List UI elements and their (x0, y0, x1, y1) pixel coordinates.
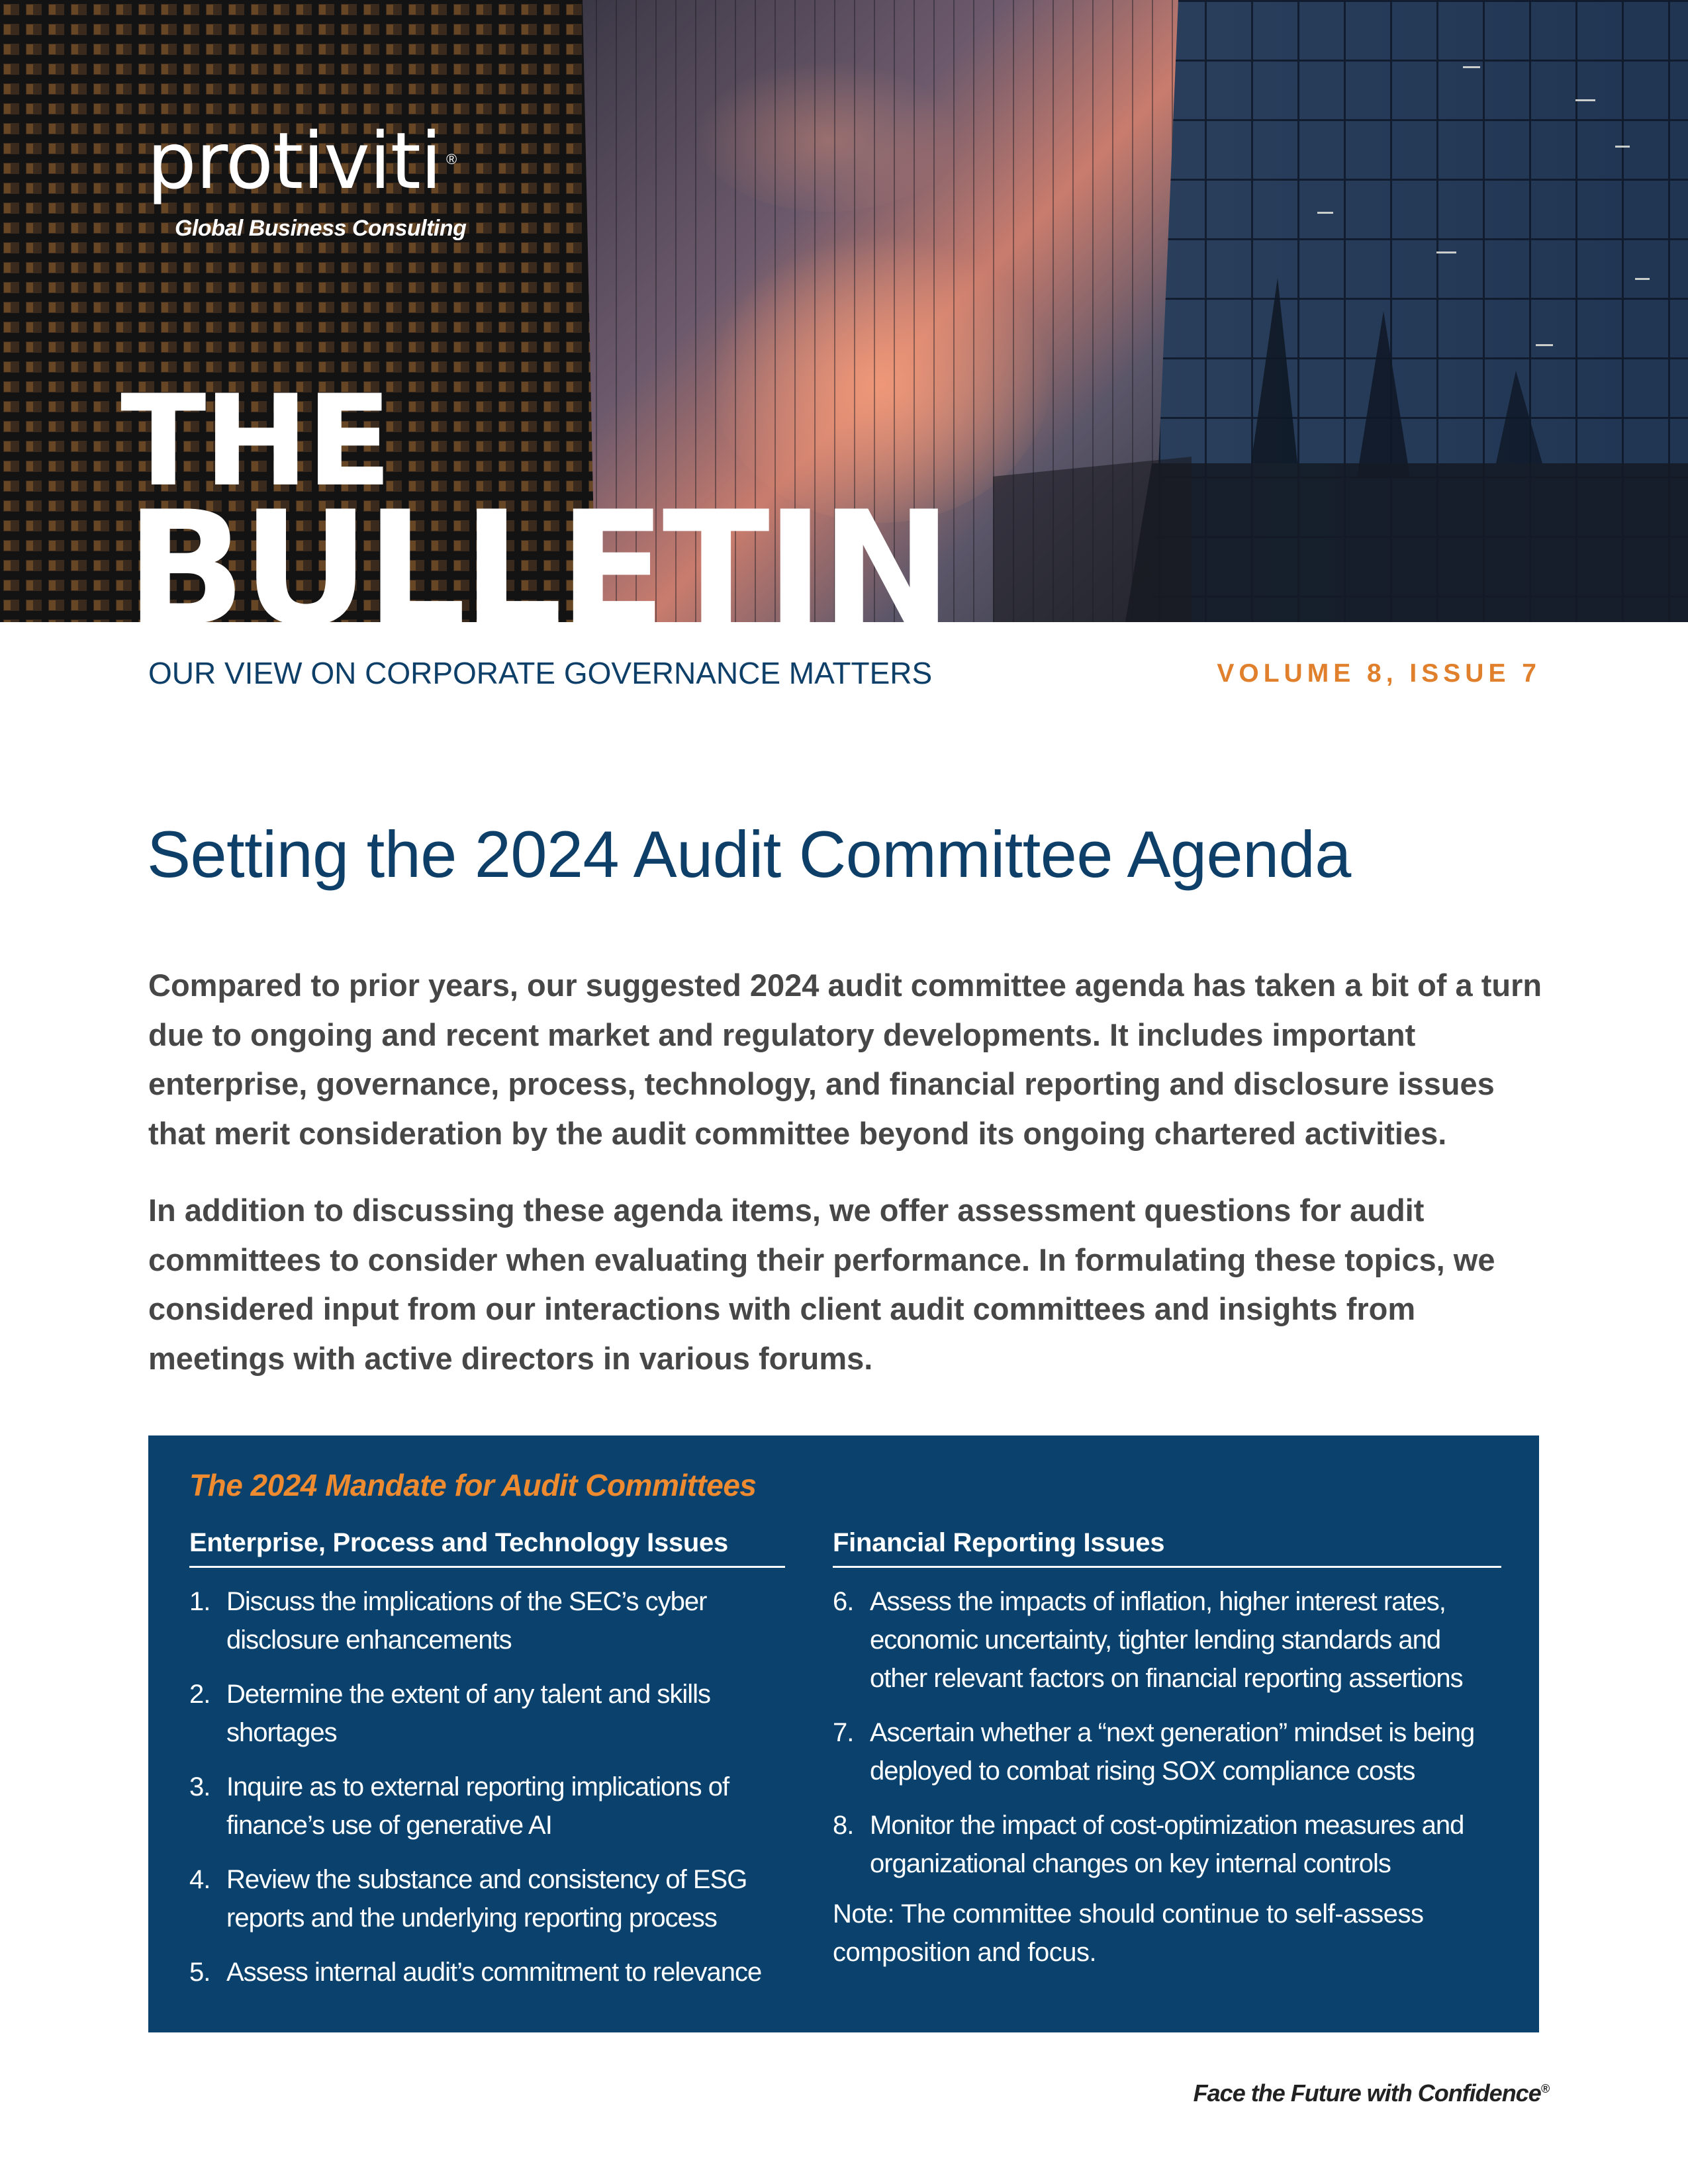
footer-slogan (1194, 2079, 1549, 2107)
item-text: Inquire as to external reporting implications of finance’s use of generative AI (226, 1772, 729, 1840)
masthead-title-line2: BULLETIN (126, 478, 949, 661)
right-issue-list (833, 1582, 1501, 1883)
article-headline: Setting the 2024 Audit Committee Agenda (147, 817, 1351, 891)
item-text: Discuss the implications of the SEC’s cyber disclosure enhancements (226, 1587, 707, 1655)
item-text: Assess internal audit’s commitment to relevance (226, 1958, 762, 1987)
item-text: Monitor the impact of cost-optimization measures and organizational changes on key internal controls (870, 1811, 1464, 1878)
list-item (189, 1582, 785, 1659)
item-number: 2. (189, 1680, 211, 1709)
left-column-heading: Enterprise, Process and Technology Issues (189, 1528, 785, 1568)
item-text: Review the substance and consistency of ESG reports and the underlying reporting process (226, 1865, 747, 1933)
mandate-box (148, 1435, 1539, 2032)
slogan-registered-mark: ® (1540, 2082, 1549, 2095)
item-text: Ascertain whether a “next generation” mindset is being deployed to combat rising SOX compliance costs (870, 1718, 1475, 1786)
item-text: Determine the extent of any talent and skills shortages (226, 1680, 710, 1747)
masthead-title-line1: THE (120, 368, 390, 514)
mandate-title: The 2024 Mandate for Audit Committees (189, 1468, 757, 1502)
right-column-heading: Financial Reporting Issues (833, 1528, 1501, 1568)
left-issue-list (189, 1582, 785, 1991)
list-item (189, 1768, 785, 1844)
publication-subtitle: OUR VIEW ON CORPORATE GOVERNANCE MATTERS (148, 656, 933, 690)
list-item (833, 1806, 1501, 1883)
logo-tagline: Global Business Consulting (175, 216, 467, 241)
list-item (189, 1675, 785, 1752)
item-number: 7. (833, 1718, 854, 1747)
issue-label: VOLUME 8, ISSUE 7 (1217, 659, 1541, 688)
mandate-right-column (833, 1528, 1501, 1972)
brand-logo[interactable] (147, 115, 467, 241)
item-number: 1. (189, 1587, 211, 1616)
logo-wordmark: protiviti (147, 115, 442, 206)
list-item (189, 1953, 785, 1991)
item-number: 6. (833, 1587, 854, 1616)
list-item (189, 1860, 785, 1937)
mandate-left-column (189, 1528, 785, 2007)
list-item (833, 1713, 1501, 1790)
slogan-text: Face the Future with Confidence (1193, 2079, 1541, 2107)
item-number: 8. (833, 1811, 854, 1840)
item-number: 4. (189, 1865, 211, 1894)
list-item (833, 1582, 1501, 1698)
intro-paragraph-1: Compared to prior years, our suggested 2024 audit committee agenda has taken a bit of a turn due to ongoing and recent market and regulatory developments. It includes important enterprise, governance, process, technology, and financial reporting and disclosure issues that merit consideration by the audit committee beyond its ongoing chartered activities. (148, 968, 1542, 1151)
mandate-note: Note: The committee should continue to self-assess composition and focus. (833, 1899, 1424, 1967)
item-text: Assess the impacts of inflation, higher interest rates, economic uncertainty, tighter lending standards and other relevant factors on financial reporting assertions (870, 1587, 1463, 1693)
item-number: 5. (189, 1958, 211, 1987)
item-number: 3. (189, 1772, 211, 1801)
intro-paragraph-2: In addition to discussing these agenda items, we offer assessment questions for audit committees to consider when evaluating their performance. In formulating these topics, we considered input from our interactions with client audit committees and insights from meetings with active directors in various forums. (148, 1193, 1495, 1376)
registered-mark: ® (446, 151, 457, 167)
